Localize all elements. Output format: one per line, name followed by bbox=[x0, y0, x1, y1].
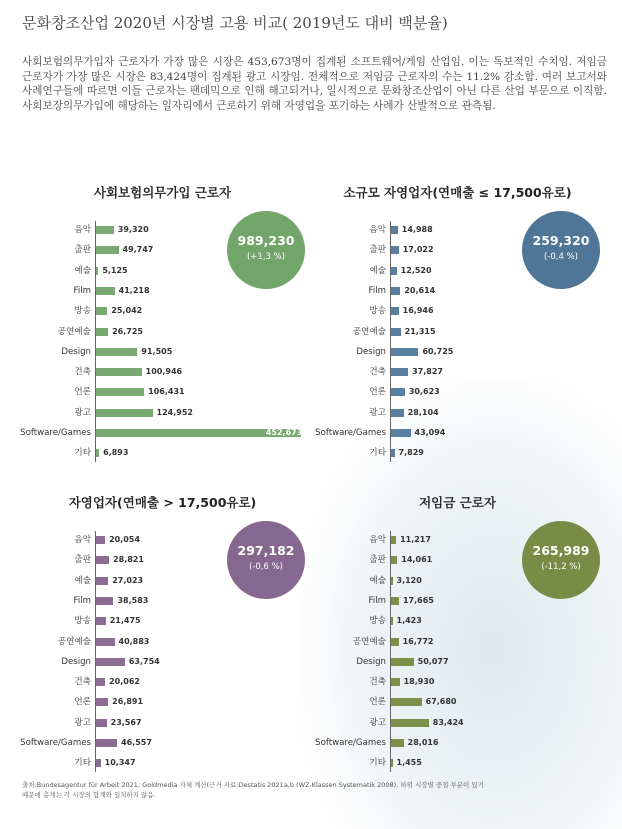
bar bbox=[96, 698, 108, 706]
category-label-box bbox=[310, 223, 386, 237]
category-label: Software/Games bbox=[315, 428, 386, 438]
bar-value-label: 26,891 bbox=[112, 697, 144, 707]
bar-value-label: 40,883 bbox=[118, 636, 150, 646]
category-label-box bbox=[15, 243, 91, 257]
bar-row bbox=[310, 365, 605, 379]
bar bbox=[391, 307, 399, 315]
chart-title: 자영업자(연매출 > 17,500유로) bbox=[68, 495, 257, 510]
bar bbox=[96, 556, 109, 564]
bar-value-label: 14,061 bbox=[401, 555, 433, 565]
category-label: 공연예술 bbox=[57, 636, 91, 647]
total-value: 989,230 bbox=[237, 233, 295, 248]
bar-value-label: 46,557 bbox=[121, 738, 152, 747]
bar-row bbox=[15, 304, 310, 318]
category-label-box bbox=[310, 304, 386, 318]
category-label-box bbox=[310, 675, 386, 689]
bar-value-label: 14,988 bbox=[401, 225, 433, 234]
category-label-box bbox=[310, 446, 386, 460]
chart-title: 사회보험의무가입 근로자 bbox=[93, 185, 232, 200]
category-label: 광고 bbox=[74, 717, 91, 728]
total-circle bbox=[522, 211, 600, 289]
total-circle bbox=[227, 521, 305, 599]
category-label-box bbox=[310, 533, 386, 547]
bar bbox=[391, 449, 395, 457]
bar-row bbox=[15, 655, 310, 669]
bar bbox=[96, 617, 106, 625]
bar-value-label: 38,583 bbox=[117, 595, 149, 605]
category-label-box bbox=[15, 553, 91, 567]
bar-value-label: 39,320 bbox=[117, 225, 149, 234]
bar-value-label: 49,747 bbox=[122, 245, 154, 255]
bar bbox=[391, 536, 396, 544]
bar bbox=[391, 577, 393, 585]
category-label: 공연예술 bbox=[352, 636, 386, 647]
category-label-box bbox=[310, 284, 386, 298]
category-label-box bbox=[310, 345, 386, 359]
bar-value-label: 37,827 bbox=[412, 367, 443, 377]
bar-value-label: 20,614 bbox=[404, 285, 436, 295]
bar-value-label: 20,054 bbox=[109, 535, 140, 544]
total-change: (-0,4 %) bbox=[544, 252, 578, 262]
bar bbox=[96, 348, 137, 356]
category-label: 방송 bbox=[369, 616, 386, 627]
bar bbox=[96, 536, 105, 544]
bar-value-label: 10,347 bbox=[104, 758, 136, 768]
page-title: 문화창조산업 2020년 시장별 고용 비교( 2019년도 대비 백분율) bbox=[22, 14, 448, 32]
category-label: Software/Games bbox=[315, 738, 386, 748]
bar-value-label: 41,218 bbox=[118, 285, 150, 295]
category-label: Film bbox=[368, 595, 386, 606]
bar-row bbox=[310, 345, 605, 359]
category-label-box bbox=[15, 284, 91, 298]
bar-row bbox=[15, 406, 310, 420]
bar-value-label: 1,455 bbox=[396, 758, 422, 768]
category-label: 건축 bbox=[369, 677, 386, 688]
bar-row bbox=[15, 695, 310, 709]
bar-row bbox=[15, 675, 310, 689]
bar-row bbox=[310, 426, 605, 440]
intro-paragraph: 사회보험의무가입자 근로자가 가장 많은 시장은 453,673명이 집계된 소프트웨어/게임 산업임. 이는 독보적인 수치임. 저임금 근로자가 가장 많은 시장은 83,424명이 집계된 광고 시장임. 전체적으로 저임금 근로자의 수는 11.2% 감소함. 여러 보고서와 사례연구들에 따르면 이들 근로자는 팬데믹으로 인해 해고되거나, 일시적으로 문화창조산업이 아닌 다른 산업 부문으로 이직함. 사회보장의무가입에 해당하는 일자리에서 근로하기 위해 자영업을 포기하는 사례가 산발적으로 관측됨. bbox=[22, 56, 607, 112]
category-label-box bbox=[310, 574, 386, 588]
category-label-box bbox=[15, 635, 91, 649]
bar-value-label: 16,946 bbox=[402, 306, 434, 316]
bar-row bbox=[15, 345, 310, 359]
category-label-box bbox=[15, 426, 91, 440]
bar-value-label: 18,930 bbox=[403, 677, 435, 687]
category-label-box bbox=[310, 635, 386, 649]
category-label: 음악 bbox=[74, 535, 91, 545]
category-label-box bbox=[15, 716, 91, 730]
bar-value-label: 17,022 bbox=[402, 245, 434, 255]
category-label: 예술 bbox=[74, 265, 91, 276]
category-label: 공연예술 bbox=[352, 326, 386, 337]
bar bbox=[96, 719, 107, 727]
bar bbox=[96, 307, 107, 315]
bar-value-label: 83,424 bbox=[432, 717, 464, 727]
bar-row bbox=[310, 655, 605, 669]
category-label-box bbox=[15, 574, 91, 588]
category-label-box bbox=[15, 594, 91, 608]
total-value: 259,320 bbox=[532, 233, 590, 248]
bar-row bbox=[310, 635, 605, 649]
category-label: Design bbox=[61, 656, 91, 667]
bar-row bbox=[310, 446, 605, 460]
category-label: Design bbox=[356, 656, 386, 667]
category-label: 예술 bbox=[369, 575, 386, 586]
bar bbox=[96, 246, 119, 254]
total-circle bbox=[227, 211, 305, 289]
category-label-box bbox=[15, 223, 91, 237]
bar-value-label: 50,077 bbox=[417, 656, 449, 666]
category-label-box bbox=[15, 756, 91, 770]
category-label: 방송 bbox=[74, 306, 91, 317]
category-label: 기타 bbox=[74, 758, 91, 769]
category-label: 언론 bbox=[74, 697, 91, 708]
category-label-box bbox=[310, 325, 386, 339]
source-note: 출처:Bundesagentur für Arbeit 2021; Goldmedia 자체 계산(근거 자료:Destatis 2021a,b (WZ-Klassen Systematik 2008). 하위 시장별 중첩 부분이 있기 때문에 총계는 각 시장의 합계와 일치하지 않음. bbox=[22, 781, 484, 799]
bar-row bbox=[310, 325, 605, 339]
bar bbox=[391, 429, 411, 437]
category-label-box bbox=[15, 736, 91, 750]
category-label-box bbox=[310, 594, 386, 608]
category-label-box bbox=[15, 446, 91, 460]
bar-value-label: 5,125 bbox=[102, 265, 128, 275]
bar-value-label: 43,094 bbox=[414, 428, 446, 437]
bar-value-label: 27,023 bbox=[112, 575, 144, 585]
bar-value-label: 91,505 bbox=[141, 346, 173, 356]
category-label: 건축 bbox=[369, 367, 386, 378]
bar bbox=[391, 328, 401, 336]
bar-row bbox=[15, 635, 310, 649]
bar-row bbox=[310, 675, 605, 689]
category-label: 음악 bbox=[369, 225, 386, 235]
bar-value-label: 21,315 bbox=[404, 326, 436, 336]
category-label-box bbox=[15, 385, 91, 399]
bar-row bbox=[310, 756, 605, 770]
bar-value-label: 1,423 bbox=[396, 616, 422, 626]
bar-value-label: 21,475 bbox=[109, 616, 141, 626]
bar-value-label: 63,754 bbox=[128, 656, 160, 666]
bar-row bbox=[15, 385, 310, 399]
category-label: 건축 bbox=[74, 677, 91, 688]
chart-panel-self-employed bbox=[15, 493, 310, 778]
category-label: 기타 bbox=[74, 448, 91, 459]
bar-value-label: 6,893 bbox=[103, 448, 129, 458]
bar-row bbox=[310, 304, 605, 318]
bar bbox=[391, 597, 399, 605]
category-label: 예술 bbox=[369, 265, 386, 276]
bar bbox=[391, 678, 400, 686]
bar-value-label: 100,946 bbox=[145, 367, 183, 377]
bar bbox=[96, 759, 101, 767]
bar bbox=[391, 759, 393, 767]
bar bbox=[391, 267, 397, 275]
category-label: 광고 bbox=[369, 407, 386, 418]
bar bbox=[391, 368, 408, 376]
category-label-box bbox=[310, 243, 386, 257]
total-change: (-11,2 %) bbox=[541, 562, 581, 572]
category-label-box bbox=[310, 716, 386, 730]
bar bbox=[391, 348, 418, 356]
category-label-box bbox=[15, 325, 91, 339]
bar bbox=[96, 449, 99, 457]
category-label: 출판 bbox=[369, 555, 386, 566]
bar bbox=[96, 388, 144, 396]
chart-title: 소규모 자영업자(연매출 ≤ 17,500유로) bbox=[343, 185, 572, 200]
bar bbox=[391, 246, 399, 254]
bar-row bbox=[15, 325, 310, 339]
category-label: 광고 bbox=[74, 407, 91, 418]
bar-row bbox=[15, 446, 310, 460]
bar bbox=[96, 739, 117, 747]
category-label-box bbox=[310, 695, 386, 709]
bar bbox=[391, 287, 400, 295]
chart-panel-small-self-employed bbox=[310, 183, 605, 468]
category-label: Film bbox=[73, 595, 91, 606]
category-label: 광고 bbox=[369, 717, 386, 728]
category-label: 언론 bbox=[369, 387, 386, 398]
category-label: 음악 bbox=[369, 535, 386, 545]
bar bbox=[391, 638, 399, 646]
bar bbox=[96, 287, 115, 295]
category-label-box bbox=[310, 385, 386, 399]
bar-row bbox=[15, 426, 310, 440]
total-change: (+1,3 %) bbox=[246, 252, 286, 262]
bar bbox=[391, 719, 429, 727]
category-label: 언론 bbox=[74, 387, 91, 398]
bar bbox=[96, 267, 98, 275]
bar-value-label: 23,567 bbox=[110, 717, 142, 727]
category-label: 출판 bbox=[74, 245, 91, 256]
bar-value-label: 60,725 bbox=[422, 346, 454, 356]
category-label: Design bbox=[356, 346, 386, 357]
bar-value-label: 106,431 bbox=[148, 387, 185, 397]
bar-value-label: 452,673 bbox=[265, 428, 303, 437]
chart-panel-low-wage bbox=[310, 493, 605, 778]
category-label: Film bbox=[368, 285, 386, 296]
category-label: 기타 bbox=[369, 448, 386, 459]
bar-row bbox=[310, 406, 605, 420]
total-value: 265,989 bbox=[532, 543, 590, 558]
bar-value-label: 30,623 bbox=[408, 387, 440, 397]
bar bbox=[391, 556, 397, 564]
chart-panel-social-insurance bbox=[15, 183, 310, 468]
category-label: 건축 bbox=[74, 367, 91, 378]
category-label-box bbox=[15, 695, 91, 709]
bar-row bbox=[310, 716, 605, 730]
category-label-box bbox=[310, 553, 386, 567]
category-label: 출판 bbox=[74, 555, 91, 566]
category-label: 방송 bbox=[369, 306, 386, 317]
bar-row bbox=[310, 736, 605, 750]
category-label: 예술 bbox=[74, 575, 91, 586]
category-label: 출판 bbox=[369, 245, 386, 256]
bar bbox=[96, 368, 142, 376]
bar bbox=[96, 409, 153, 417]
category-label: 방송 bbox=[74, 616, 91, 627]
bar-value-label: 20,062 bbox=[109, 677, 140, 687]
bar-row bbox=[15, 365, 310, 379]
bar bbox=[391, 617, 393, 625]
bar-row bbox=[310, 385, 605, 399]
bar-value-label: 67,680 bbox=[425, 697, 457, 707]
bar-value-label: 11,217 bbox=[400, 535, 431, 544]
category-label-box bbox=[15, 675, 91, 689]
category-label-box bbox=[15, 345, 91, 359]
category-label: 언론 bbox=[369, 697, 386, 708]
category-label-box bbox=[15, 406, 91, 420]
bar-value-label: 26,725 bbox=[112, 326, 143, 336]
bar bbox=[96, 226, 114, 234]
category-label: Software/Games bbox=[20, 738, 91, 748]
total-change: (-0,6 %) bbox=[249, 562, 283, 572]
bar-value-label: 17,665 bbox=[402, 595, 434, 605]
bar-value-label: 28,016 bbox=[407, 738, 439, 747]
bar-value-label: 124,952 bbox=[156, 407, 193, 417]
bar-value-label: 25,042 bbox=[111, 306, 143, 316]
category-label-box bbox=[15, 655, 91, 669]
bar-row bbox=[15, 756, 310, 770]
bar bbox=[391, 658, 414, 666]
bar bbox=[96, 638, 115, 646]
total-value: 297,182 bbox=[237, 543, 295, 558]
bar bbox=[96, 328, 108, 336]
bar bbox=[391, 739, 404, 747]
bar-row bbox=[15, 736, 310, 750]
bar-value-label: 28,821 bbox=[113, 555, 144, 565]
category-label-box bbox=[15, 365, 91, 379]
bar-row bbox=[15, 716, 310, 730]
bar bbox=[391, 698, 422, 706]
category-label: 공연예술 bbox=[57, 326, 91, 337]
category-label-box bbox=[310, 655, 386, 669]
bar bbox=[391, 226, 398, 234]
bar-value-label: 7,829 bbox=[398, 448, 424, 458]
bar bbox=[96, 658, 125, 666]
total-circle bbox=[522, 521, 600, 599]
bar bbox=[96, 678, 105, 686]
category-label: 음악 bbox=[74, 225, 91, 235]
category-label: Design bbox=[61, 346, 91, 357]
bar-row bbox=[310, 614, 605, 628]
category-label: Software/Games bbox=[20, 428, 91, 438]
category-label-box bbox=[310, 614, 386, 628]
category-label: Film bbox=[73, 285, 91, 296]
category-label-box bbox=[15, 533, 91, 547]
chart-title: 저임금 근로자 bbox=[419, 495, 496, 510]
category-label-box bbox=[310, 406, 386, 420]
bar bbox=[96, 577, 108, 585]
bar-value-label: 16,772 bbox=[402, 636, 434, 646]
category-label-box bbox=[15, 614, 91, 628]
category-label-box bbox=[310, 264, 386, 278]
bar-row bbox=[15, 614, 310, 628]
bar bbox=[391, 409, 404, 417]
bar bbox=[96, 597, 113, 605]
category-label-box bbox=[310, 756, 386, 770]
category-label-box bbox=[15, 304, 91, 318]
category-label-box bbox=[310, 426, 386, 440]
bar bbox=[391, 388, 405, 396]
bar-value-label: 28,104 bbox=[407, 407, 439, 417]
category-label-box bbox=[310, 365, 386, 379]
category-label-box bbox=[15, 264, 91, 278]
bar-value-label: 12,520 bbox=[400, 265, 432, 275]
bar-row bbox=[310, 695, 605, 709]
bar-value-label: 3,120 bbox=[396, 575, 422, 585]
category-label-box bbox=[310, 736, 386, 750]
category-label: 기타 bbox=[369, 758, 386, 769]
